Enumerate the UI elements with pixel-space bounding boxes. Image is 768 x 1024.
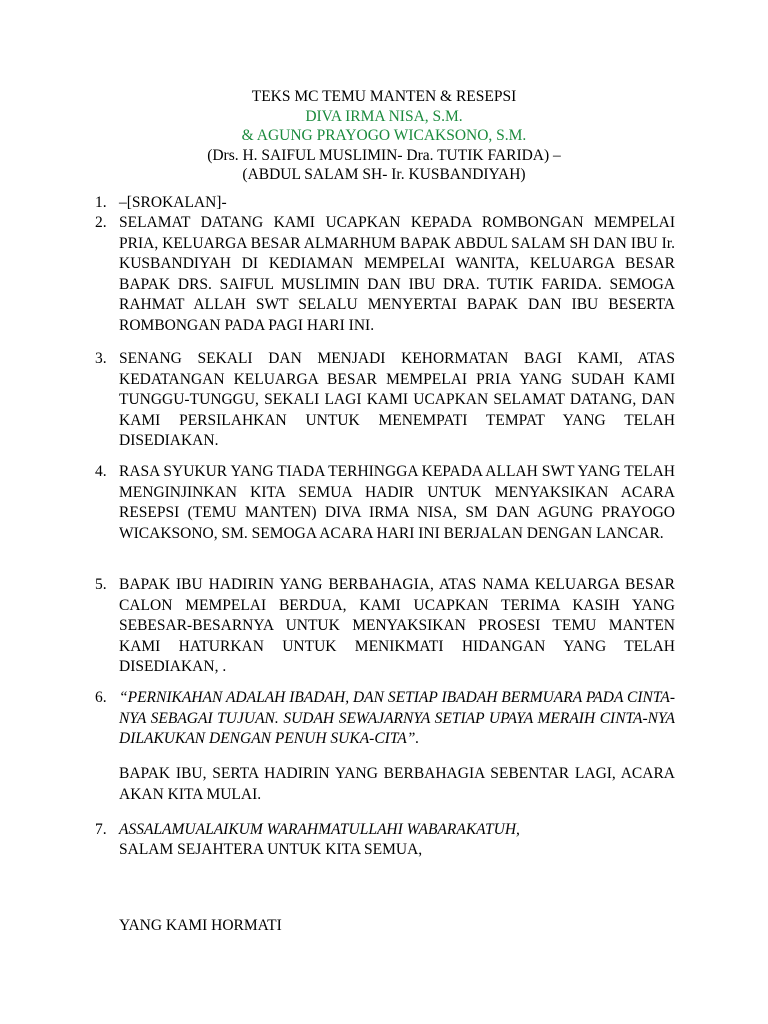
bride-parents: (Drs. H. SAIFUL MUSLIMIN- Dra. TUTIK FARIDA) –: [207, 146, 561, 164]
item-number: 2.: [95, 214, 107, 231]
page-title: TEKS MC TEMU MANTEN & RESEPSI: [251, 88, 517, 105]
list-item-1: [95, 193, 675, 214]
item-text: BAPAK IBU HADIRIN YANG BERBAHAGIA, ATAS NAMA KELUARGA BESAR CALON MEMPELAI BERDUA, KAMI UCAPKAN TERIMA KASIH YANG SEBESAR-BESARNYA UNTUK MENYAKSIKAN PROSESI TEMU MANTEN KAMI HATURKAN UNTUK MENIKMATI HIDANGAN YANG TELAH DISEDIAKAN, .: [119, 576, 675, 676]
list-item-6: [95, 688, 675, 750]
greeting-text: ASSALAMUALAIKUM WARAHMATULLAHI WABARAKATUH,: [119, 821, 520, 838]
quote-text: “PERNIKAHAN ADALAH IBADAH, DAN SETIAP IBADAH BERMUARA PADA CINTA-NYA SEBAGAI TUJUAN. SUDAH SEWAJARNYA SETIAP UPAYA MERAIH CINTA-NYA DILAKUKAN DENGAN PENUH SUKA-CITA”.: [119, 689, 675, 748]
groom-parents: (ABDUL SALAM SH- Ir. KUSBANDIYAH): [242, 166, 526, 183]
item-text: SELAMAT DATANG KAMI UCAPKAN KEPADA ROMBONGAN MEMPELAI PRIA, KELUARGA BESAR ALMARHUM BAPAK ABDUL SALAM SH DAN IBU Ir. KUSBANDIYAH DI KEDIAMAN MEMPELAI WANITA, KELUARGA BESAR BAPAK DRS. SAIFUL MUSLIMIN DAN IBU DRA. TUTIK FARIDA. SEMOGA RAHMAT ALLAH SWT SELALU MENYERTAI BAPAK DAN IBU BESERTA ROMBONGAN PADA PAGI HARI INI.: [119, 214, 675, 334]
groom-name: & AGUNG PRAYOGO WICAKSONO, S.M.: [241, 127, 527, 144]
item-number: 3.: [95, 350, 107, 367]
item-text: RASA SYUKUR YANG TIADA TERHINGGA KEPADA ALLAH SWT YANG TELAH MENGINJINKAN KITA SEMUA HADIR UNTUK MENYAKSIKAN ACARA RESEPSI (TEMU MANTEN) DIVA IRMA NISA, SM DAN AGUNG PRAYOGO WICAKSONO, SM. SEMOGA ACARA HARI INI BERJALAN DENGAN LANCAR.: [119, 463, 675, 542]
item-number: 4.: [95, 463, 107, 480]
list-item-4: [95, 462, 675, 544]
item-number: 5.: [95, 576, 107, 593]
item-6-continuation: BAPAK IBU, SERTA HADIRIN YANG BERBAHAGIA SEBENTAR LAGI, ACARA AKAN KITA MULAI.: [119, 765, 675, 803]
item-number: 7.: [95, 821, 107, 838]
list-item-3: [95, 349, 675, 452]
list-item-5: [95, 575, 675, 678]
item-text: SENANG SEKALI DAN MENJADI KEHORMATAN BAGI KAMI, ATAS KEDATANGAN KELUARGA BESAR MEMPELAI PRIA YANG SUDAH KAMI TUNGGU-TUNGGU, SEKALI LAGI KAMI UCAPKAN SELAMAT DATANG, DAN KAMI PERSILAHKAN UNTUK MENEMPATI TEMPAT YANG TELAH DISEDIAKAN.: [119, 350, 675, 450]
list-item-7: [95, 820, 675, 841]
item-number: 1.: [95, 194, 107, 211]
item-number: 6.: [95, 689, 107, 706]
closing-line: YANG KAMI HORMATI: [119, 917, 282, 934]
document-header: [0, 87, 768, 185]
bride-name: DIVA IRMA NISA, S.M.: [305, 107, 463, 125]
item-text: –[SROKALAN]-: [119, 194, 227, 211]
item-7-continuation: SALAM SEJAHTERA UNTUK KITA SEMUA,: [119, 841, 423, 858]
list-item-2: [95, 213, 675, 337]
